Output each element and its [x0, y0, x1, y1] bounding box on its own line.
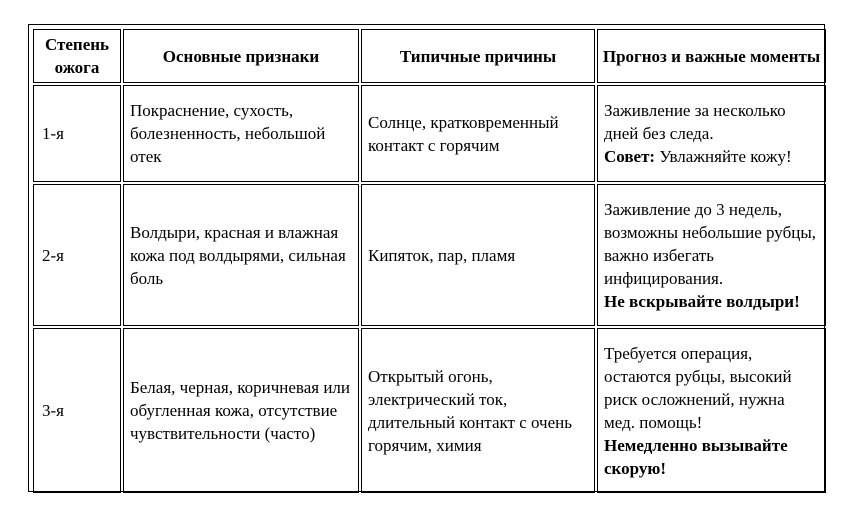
prognosis-text: Заживление до 3 недель, возможны небольшие рубцы, важно избегать инфицирования.	[604, 199, 816, 288]
prognosis-text: Заживление за несколько дней без следа.	[604, 101, 786, 143]
advice-text: Увлажняйте кожу!	[659, 147, 792, 166]
header-signs: Основные признаки	[123, 29, 359, 83]
degree-cell: 1-я	[33, 85, 121, 182]
signs-cell: Волдыри, красная и влажная кожа под волдырями, сильная боль	[123, 184, 359, 326]
table-row	[33, 328, 826, 493]
prognosis-text: Требуется операция, остаются рубцы, высокий риск осложнений, нужна мед. помощь!	[604, 343, 792, 432]
degree-cell: 2-я	[33, 184, 121, 326]
causes-cell: Открытый огонь, электрический ток, длительный контакт с очень горячим, химия	[361, 328, 595, 493]
header-degree: Степень ожога	[33, 29, 121, 83]
signs-cell: Белая, черная, коричневая или обугленная кожа, отсутствие чувствительности (часто)	[123, 328, 359, 493]
burn-degrees-table-frame	[28, 24, 825, 492]
prognosis-cell	[597, 85, 826, 182]
header-prognosis: Прогноз и важные моменты	[597, 29, 826, 83]
warning-text: Немедленно вызывайте скорую!	[604, 435, 788, 478]
degree-cell: 3-я	[33, 328, 121, 493]
warning-text: Не вскрывайте волдыри!	[604, 291, 800, 311]
header-causes: Типичные причины	[361, 29, 595, 83]
advice-label: Совет:	[604, 147, 656, 166]
table-row	[33, 184, 826, 326]
header-row	[33, 29, 826, 83]
prognosis-cell	[597, 184, 826, 326]
causes-cell: Кипяток, пар, пламя	[361, 184, 595, 326]
advice-line	[604, 145, 819, 168]
burn-degrees-table	[31, 27, 828, 495]
signs-cell: Покраснение, сухость, болезненность, небольшой отек	[123, 85, 359, 182]
table-row	[33, 85, 826, 182]
prognosis-cell	[597, 328, 826, 493]
causes-cell: Солнце, кратковременный контакт с горячим	[361, 85, 595, 182]
